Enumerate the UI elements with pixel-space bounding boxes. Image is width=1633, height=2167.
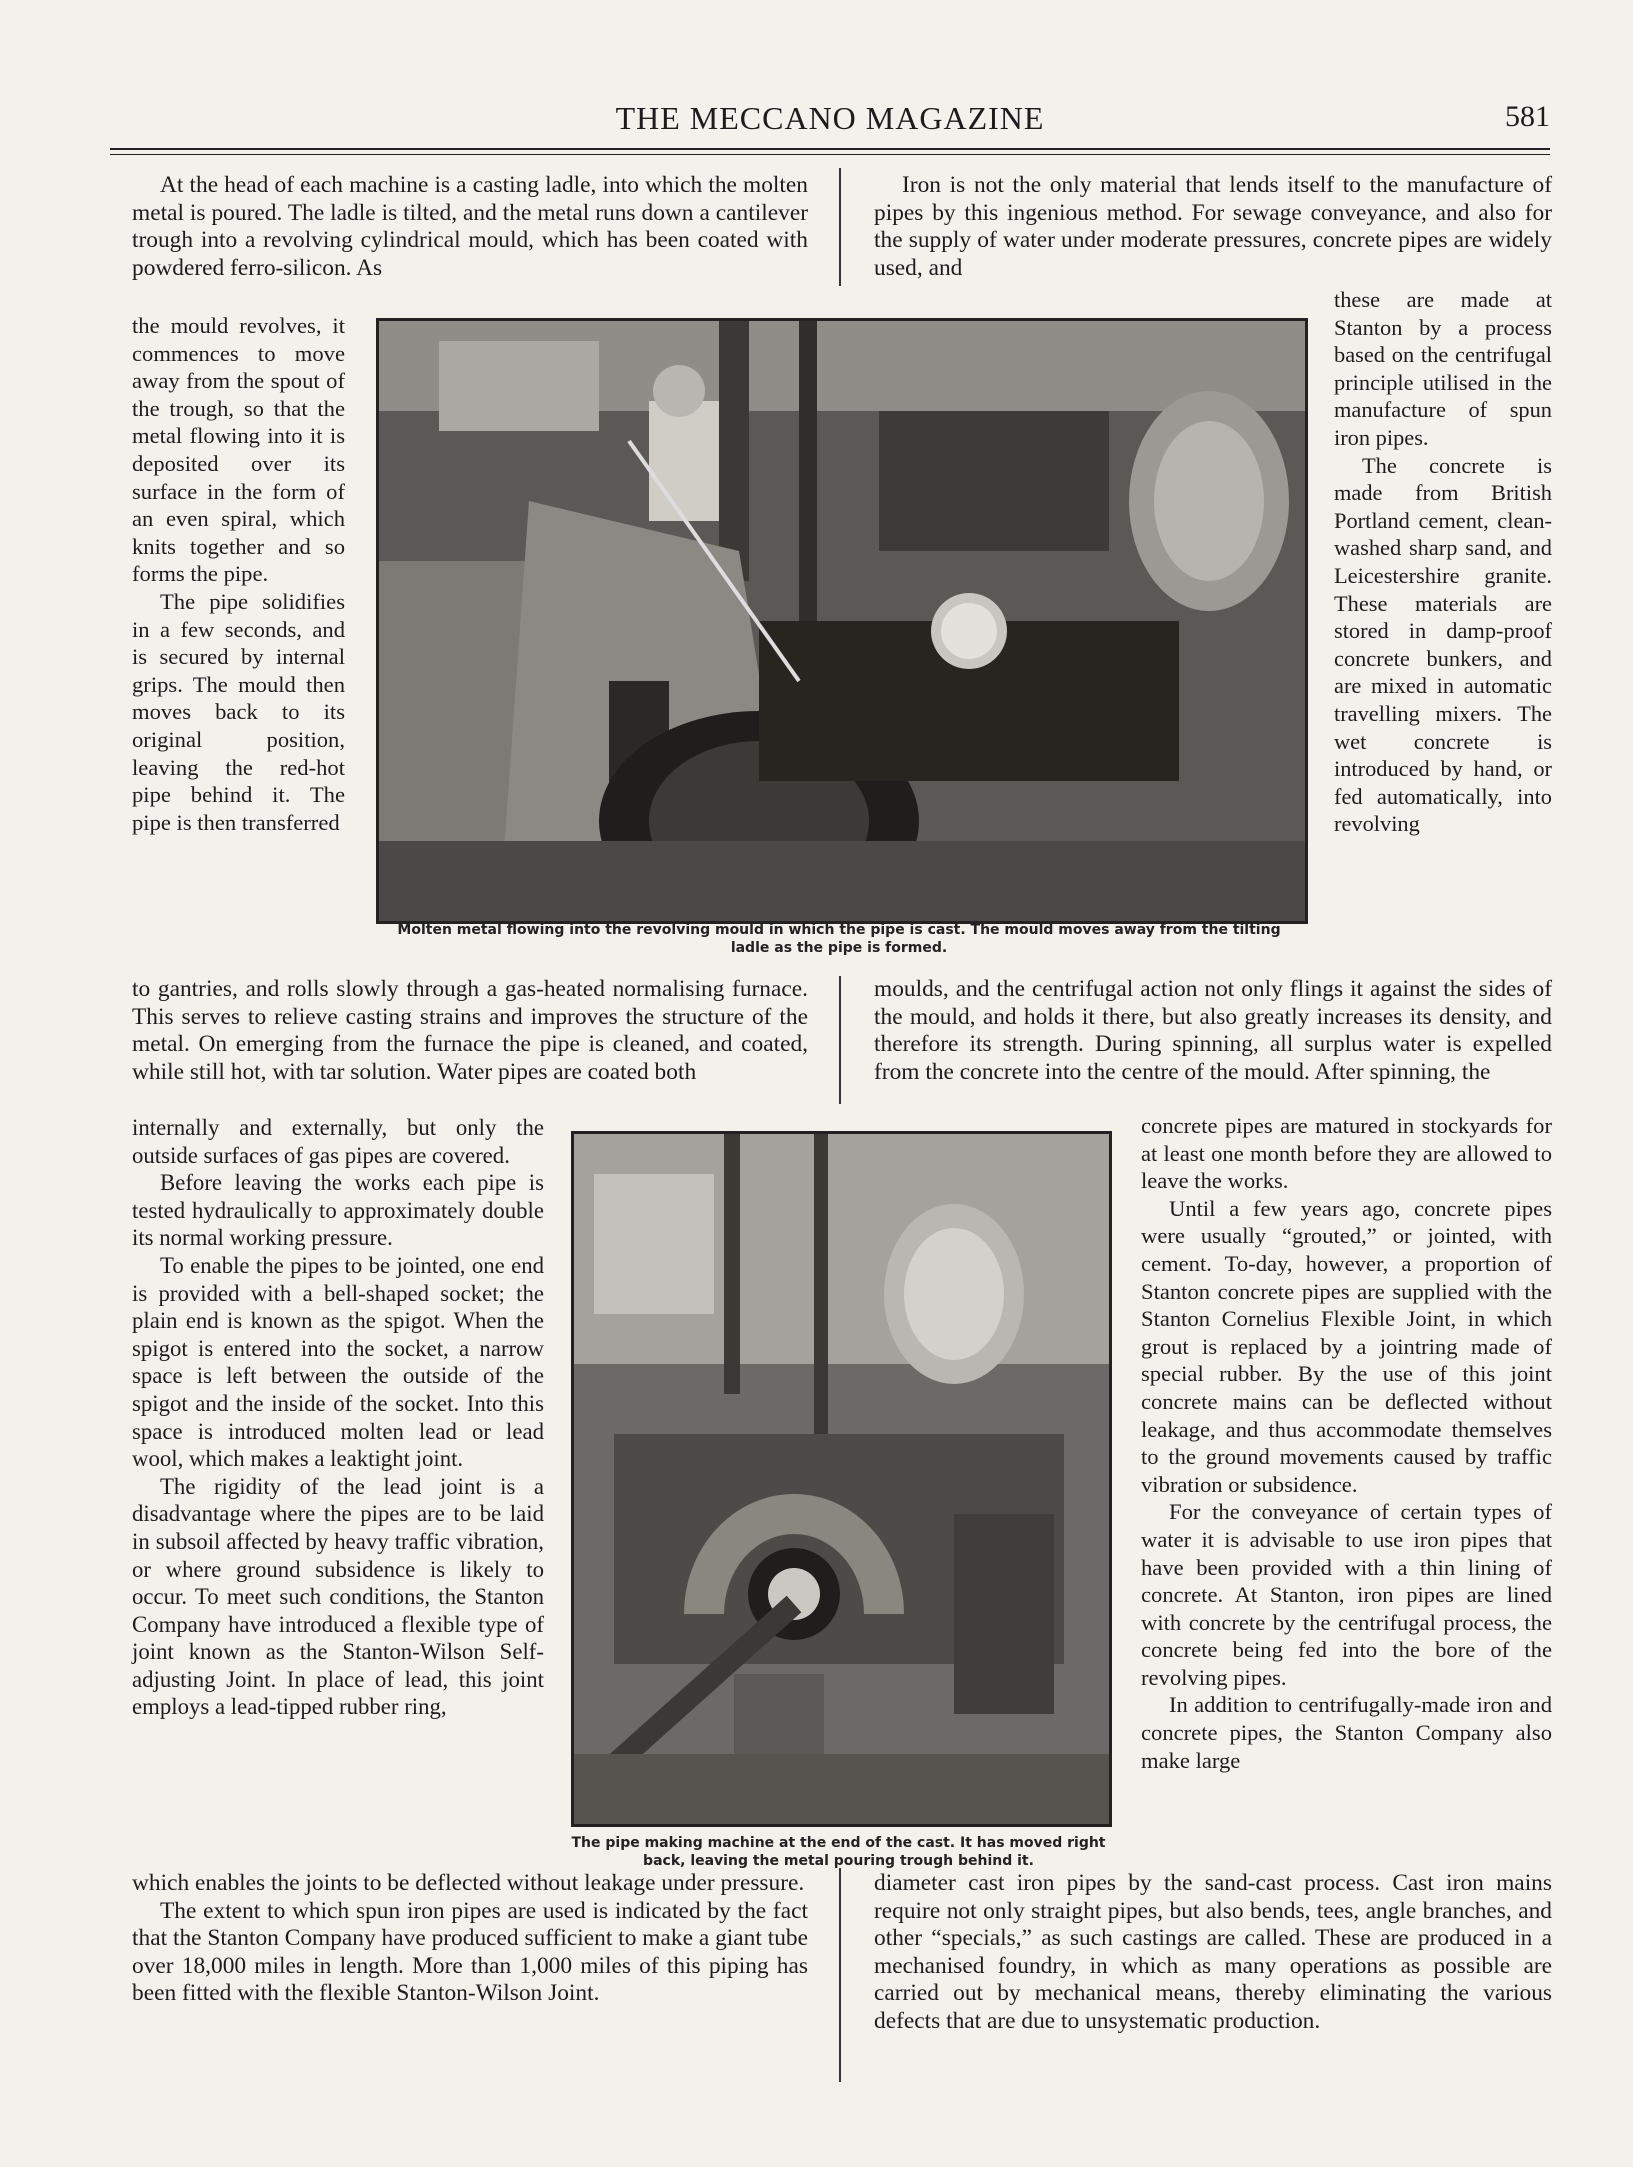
paragraph: which enables the joints to be deflected without leakage under pressure. (132, 1870, 805, 1896)
paragraph: At the head of each machine is a casting ladle, into which the molten metal is poured. The ladle is tilted, and the metal runs down a cantilever trough into a revolving cylindrical mould, which has been coated with powdered ferro-silicon. As (132, 172, 808, 281)
right-bottom-text (874, 1870, 1552, 2084)
paragraph: moulds, and the centrifugal action not only flings it against the sides of the mould, and holds it there, but also greatly increases its density, and therefore its strength. During spinning, all surplus water is expelled from the concrete into the centre of the mould. After spinning, the (874, 976, 1552, 1085)
page-header (110, 100, 1550, 148)
right-lower-text (1141, 1112, 1552, 1878)
left-top-text (132, 172, 808, 286)
column-divider-top (839, 168, 841, 286)
left-middle-text (132, 976, 808, 1106)
photo-casting-machine (376, 318, 1308, 924)
top-photo-caption: Molten metal flowing into the revolving mould in which the pipe is cast. The mould moves away from the tilting ladle as the pipe is formed. (397, 922, 1281, 956)
paragraph: internally and externally, but only the outside surfaces of gas pipes are covered. (132, 1115, 544, 1168)
photo-pipe-making-machine-image (574, 1134, 1109, 1824)
column-divider-bottom (839, 1868, 841, 2082)
right-top-text (874, 172, 1552, 286)
paragraph: The extent to which spun iron pipes are used is indicated by the fact that the Stanton Company have produced sufficient to make a giant tube over 18,000 miles in length. More than 1,000 miles of this piping has been fitted with the flexible Stanton-Wilson Joint. (132, 1897, 808, 2007)
paragraph: the mould revolves, it commences to move away from the spout of the trough, so that the metal flowing into it is deposited over its surface in the form of an even spiral, which knits together and so forms the pipe. (132, 313, 345, 587)
photo-pipe-making-machine (571, 1131, 1112, 1827)
photo-casting-machine-image (379, 321, 1305, 921)
paragraph: Before leaving the works each pipe is tested hydraulically to approximately double its normal working pressure. (132, 1170, 544, 1251)
right-middle-text (874, 976, 1552, 1108)
header-rule (110, 148, 1550, 150)
bottom-photo-caption: The pipe making machine at the end of the cast. It has moved right back, leaving the metal pouring trough behind it. (571, 1835, 1106, 1869)
left-lower-text (132, 1114, 544, 1868)
paragraph: to gantries, and rolls slowly through a gas-heated normalising furnace. This serves to relieve casting strains and improves the structure of the metal. On emerging from the furnace the pipe is cleaned, and coated, while still hot, with tar solution. Water pipes are coated both (132, 976, 808, 1085)
paragraph: diameter cast iron pipes by the sand-cast process. Cast iron mains require not only straight pipes, but also bends, tees, angle branches, and other “specials,” as such castings are called. These are produced in a mechanised foundry, in which as many operations as possible are carried out by mechanical means, thereby eliminating the various defects that are due to unsystematic production. (874, 1870, 1552, 2034)
left-bottom-text (132, 1870, 808, 2084)
paragraph: In addition to centrifugally-made iron and concrete pipes, the Stanton Company also make large (1141, 1692, 1552, 1773)
column-divider-middle (839, 976, 841, 1104)
paragraph: The pipe solidifies in a few seconds, and is secured by internal grips. The mould then moves back to its original position, leaving the red-hot pipe behind it. The pipe is then transferred (132, 588, 345, 835)
magazine-title: THE MECCANO MAGAZINE (615, 100, 1045, 136)
right-narrow-text (1334, 286, 1552, 972)
paragraph: concrete pipes are matured in stockyards for at least one month before they are allowed to leave the works. (1141, 1113, 1552, 1194)
left-narrow-text (132, 312, 345, 974)
paragraph: The rigidity of the lead joint is a disadvantage where the pipes are to be laid in subsoil affected by heavy traffic vibration, or where ground subsidence is likely to occur. To meet such conditions, the Stanton Company have introduced a flexible type of joint known as the Stanton-Wilson Self-adjusting Joint. In place of lead, this joint employs a lead-tipped rubber ring, (132, 1473, 544, 1720)
paragraph: For the conveyance of certain types of water it is advisable to use iron pipes that have been provided with a thin lining of concrete. At Stanton, iron pipes are lined with concrete by the centrifugal process, the concrete being fed into the bore of the revolving pipes. (1141, 1499, 1552, 1690)
paragraph: The concrete is made from British Portland cement, clean-washed sharp sand, and Leicestershire granite. These materials are stored in damp-proof concrete bunkers, and are mixed in automatic travelling mixers. The wet concrete is introduced by hand, or fed automatically, into revolving (1334, 452, 1552, 837)
paragraph: these are made at Stanton by a process based on the centrifugal principle utilised in the manufacture of spun iron pipes. (1334, 287, 1552, 450)
page-number: 581 (1505, 100, 1550, 133)
paragraph: To enable the pipes to be jointed, one end is provided with a bell-shaped socket; the plain end is known as the spigot. When the spigot is entered into the socket, a narrow space is left between the outside of the spigot and the inside of the socket. Into this space is introduced molten lead or lead wool, which makes a leaktight joint. (132, 1252, 544, 1472)
paragraph: Until a few years ago, concrete pipes were usually “grouted,” or jointed, with cement. To-day, however, a proportion of Stanton concrete pipes are supplied with the Stanton Cornelius Flexible Joint, in which grout is replaced by a jointring made of special rubber. By the use of this joint concrete mains can be deflected without leakage, and thus accommodate themselves to the ground movements caused by traffic vibration or subsidence. (1141, 1195, 1552, 1497)
paragraph: Iron is not the only material that lends itself to the manufacture of pipes by this ingenious method. For sewage conveyance, and also for the supply of water under moderate pressures, concrete pipes are widely used, and (874, 172, 1552, 281)
header-rule-thin (110, 154, 1550, 155)
